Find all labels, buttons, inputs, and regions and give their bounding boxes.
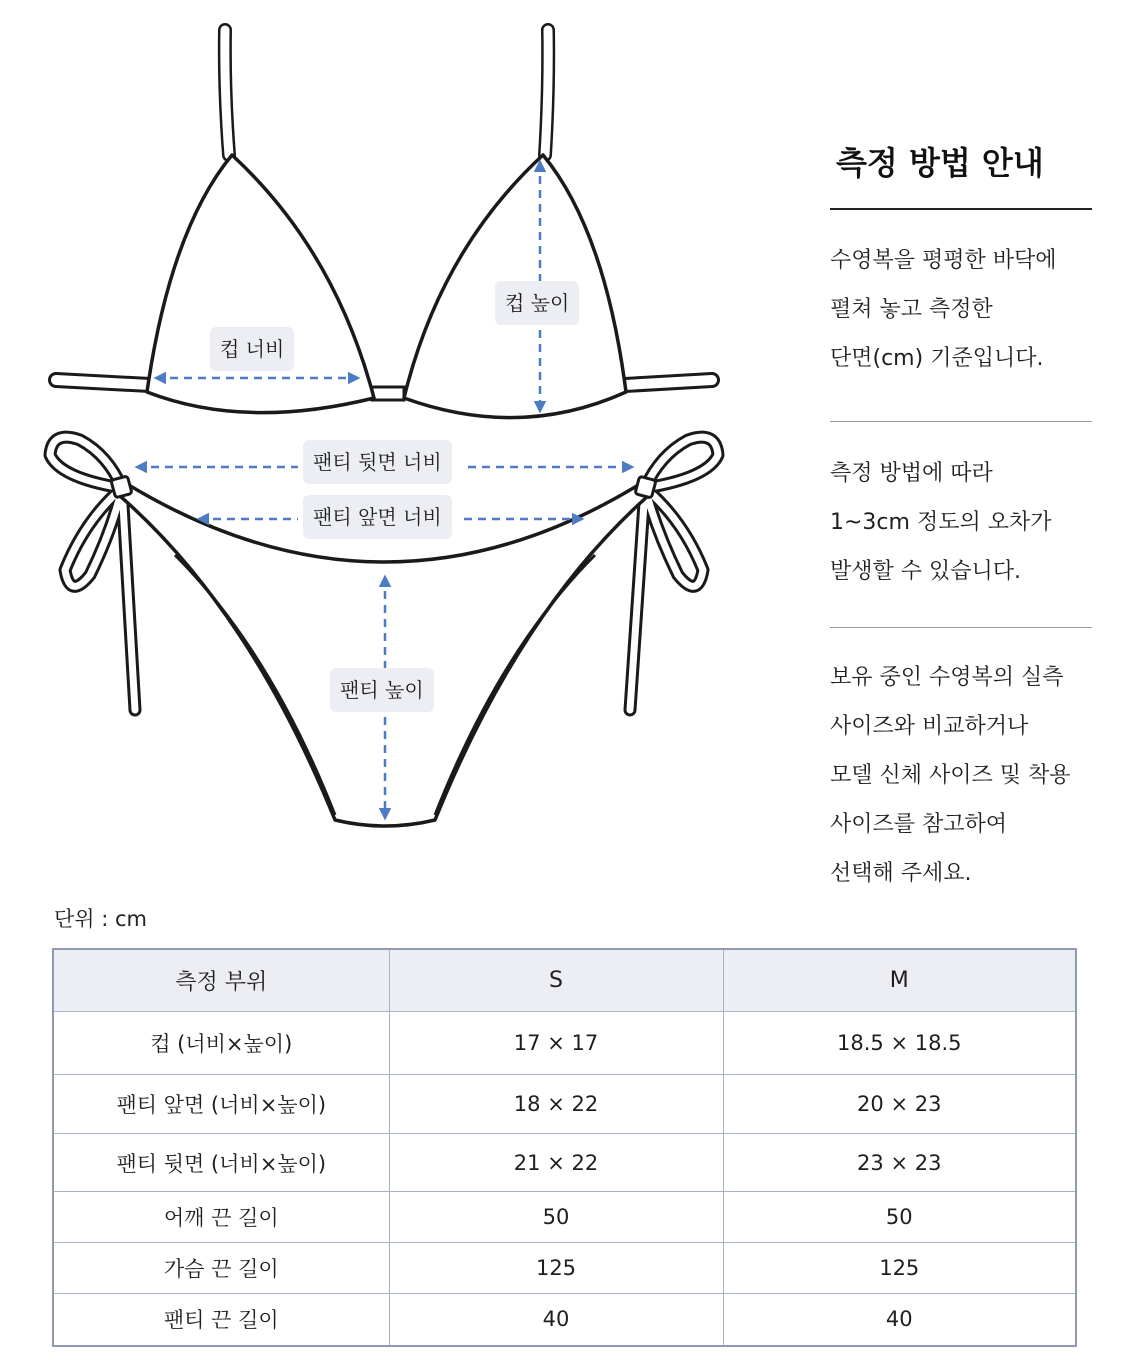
row-label: 가슴 끈 길이 <box>53 1243 389 1294</box>
cup-height-label: 컵 높이 <box>495 281 579 325</box>
guide-text-line: 모델 신체 사이즈 및 착용 <box>830 763 1071 788</box>
row-label: 팬티 끈 길이 <box>53 1294 389 1346</box>
panty-back-width-label: 팬티 뒷면 너비 <box>303 440 452 484</box>
cell-m: 40 <box>723 1294 1076 1346</box>
bikini-measurement-diagram <box>0 0 760 840</box>
tie-knot-right <box>635 476 656 498</box>
cell-s: 40 <box>389 1294 723 1346</box>
header-measurement-part: 측정 부위 <box>53 949 389 1012</box>
section-divider <box>830 627 1092 628</box>
title-divider <box>830 208 1092 210</box>
table-row <box>53 1192 1076 1243</box>
table-row <box>53 1012 1076 1075</box>
guide-text-line: 펼쳐 놓고 측정한 <box>830 297 993 322</box>
guide-text-line: 측정 방법에 따라 <box>830 461 993 486</box>
guide-paragraph-3 <box>830 653 1092 898</box>
guide-text-line: 선택해 주세요. <box>830 861 972 886</box>
unit-label: 단위 : cm <box>54 907 148 931</box>
guide-text-line: 수영복을 평평한 바닥에 <box>830 248 1057 273</box>
guide-text-line: 1~3cm 정도의 오차가 <box>830 510 1052 535</box>
cell-s: 17 × 17 <box>389 1012 723 1075</box>
cell-s: 50 <box>389 1192 723 1243</box>
guide-text-line: 보유 중인 수영복의 실측 <box>830 665 1064 690</box>
guide-text-line: 단면(cm) 기준입니다. <box>830 346 1044 371</box>
section-divider <box>830 421 1092 422</box>
table-header-row <box>53 949 1076 1012</box>
cell-s: 125 <box>389 1243 723 1294</box>
table-row <box>53 1294 1076 1346</box>
row-label: 어깨 끈 길이 <box>53 1192 389 1243</box>
header-size-m: M <box>723 949 1076 1012</box>
cell-m: 50 <box>723 1192 1076 1243</box>
guide-text-line: 발생할 수 있습니다. <box>830 559 1021 584</box>
cell-m: 23 × 23 <box>723 1134 1076 1192</box>
shoulder-strap-left <box>225 30 229 155</box>
cell-s: 18 × 22 <box>389 1075 723 1134</box>
cell-m: 20 × 23 <box>723 1075 1076 1134</box>
cup-width-label: 컵 너비 <box>210 327 294 371</box>
header-size-s: S <box>389 949 723 1012</box>
cup-left <box>147 155 374 413</box>
guide-paragraph-1 <box>830 236 1092 383</box>
row-label: 팬티 뒷면 (너비×높이) <box>53 1134 389 1192</box>
table-row <box>53 1243 1076 1294</box>
cell-m: 125 <box>723 1243 1076 1294</box>
panty-front-width-label: 팬티 앞면 너비 <box>303 495 452 539</box>
tie-knot-left <box>111 476 132 498</box>
size-table <box>52 948 1077 1347</box>
row-label: 컵 (너비×높이) <box>53 1012 389 1075</box>
guide-text-line: 사이즈와 비교하거나 <box>830 714 1029 739</box>
table-row <box>53 1075 1076 1134</box>
guide-paragraph-2 <box>830 449 1092 596</box>
panty-height-label: 팬티 높이 <box>330 668 434 712</box>
row-label: 팬티 앞면 (너비×높이) <box>53 1075 389 1134</box>
guide-title: 측정 방법 안내 <box>836 144 1044 182</box>
cell-m: 18.5 × 18.5 <box>723 1012 1076 1075</box>
cell-s: 21 × 22 <box>389 1134 723 1192</box>
guide-text-line: 사이즈를 참고하여 <box>830 812 1008 837</box>
table-row <box>53 1134 1076 1192</box>
shoulder-strap-right <box>545 30 548 155</box>
